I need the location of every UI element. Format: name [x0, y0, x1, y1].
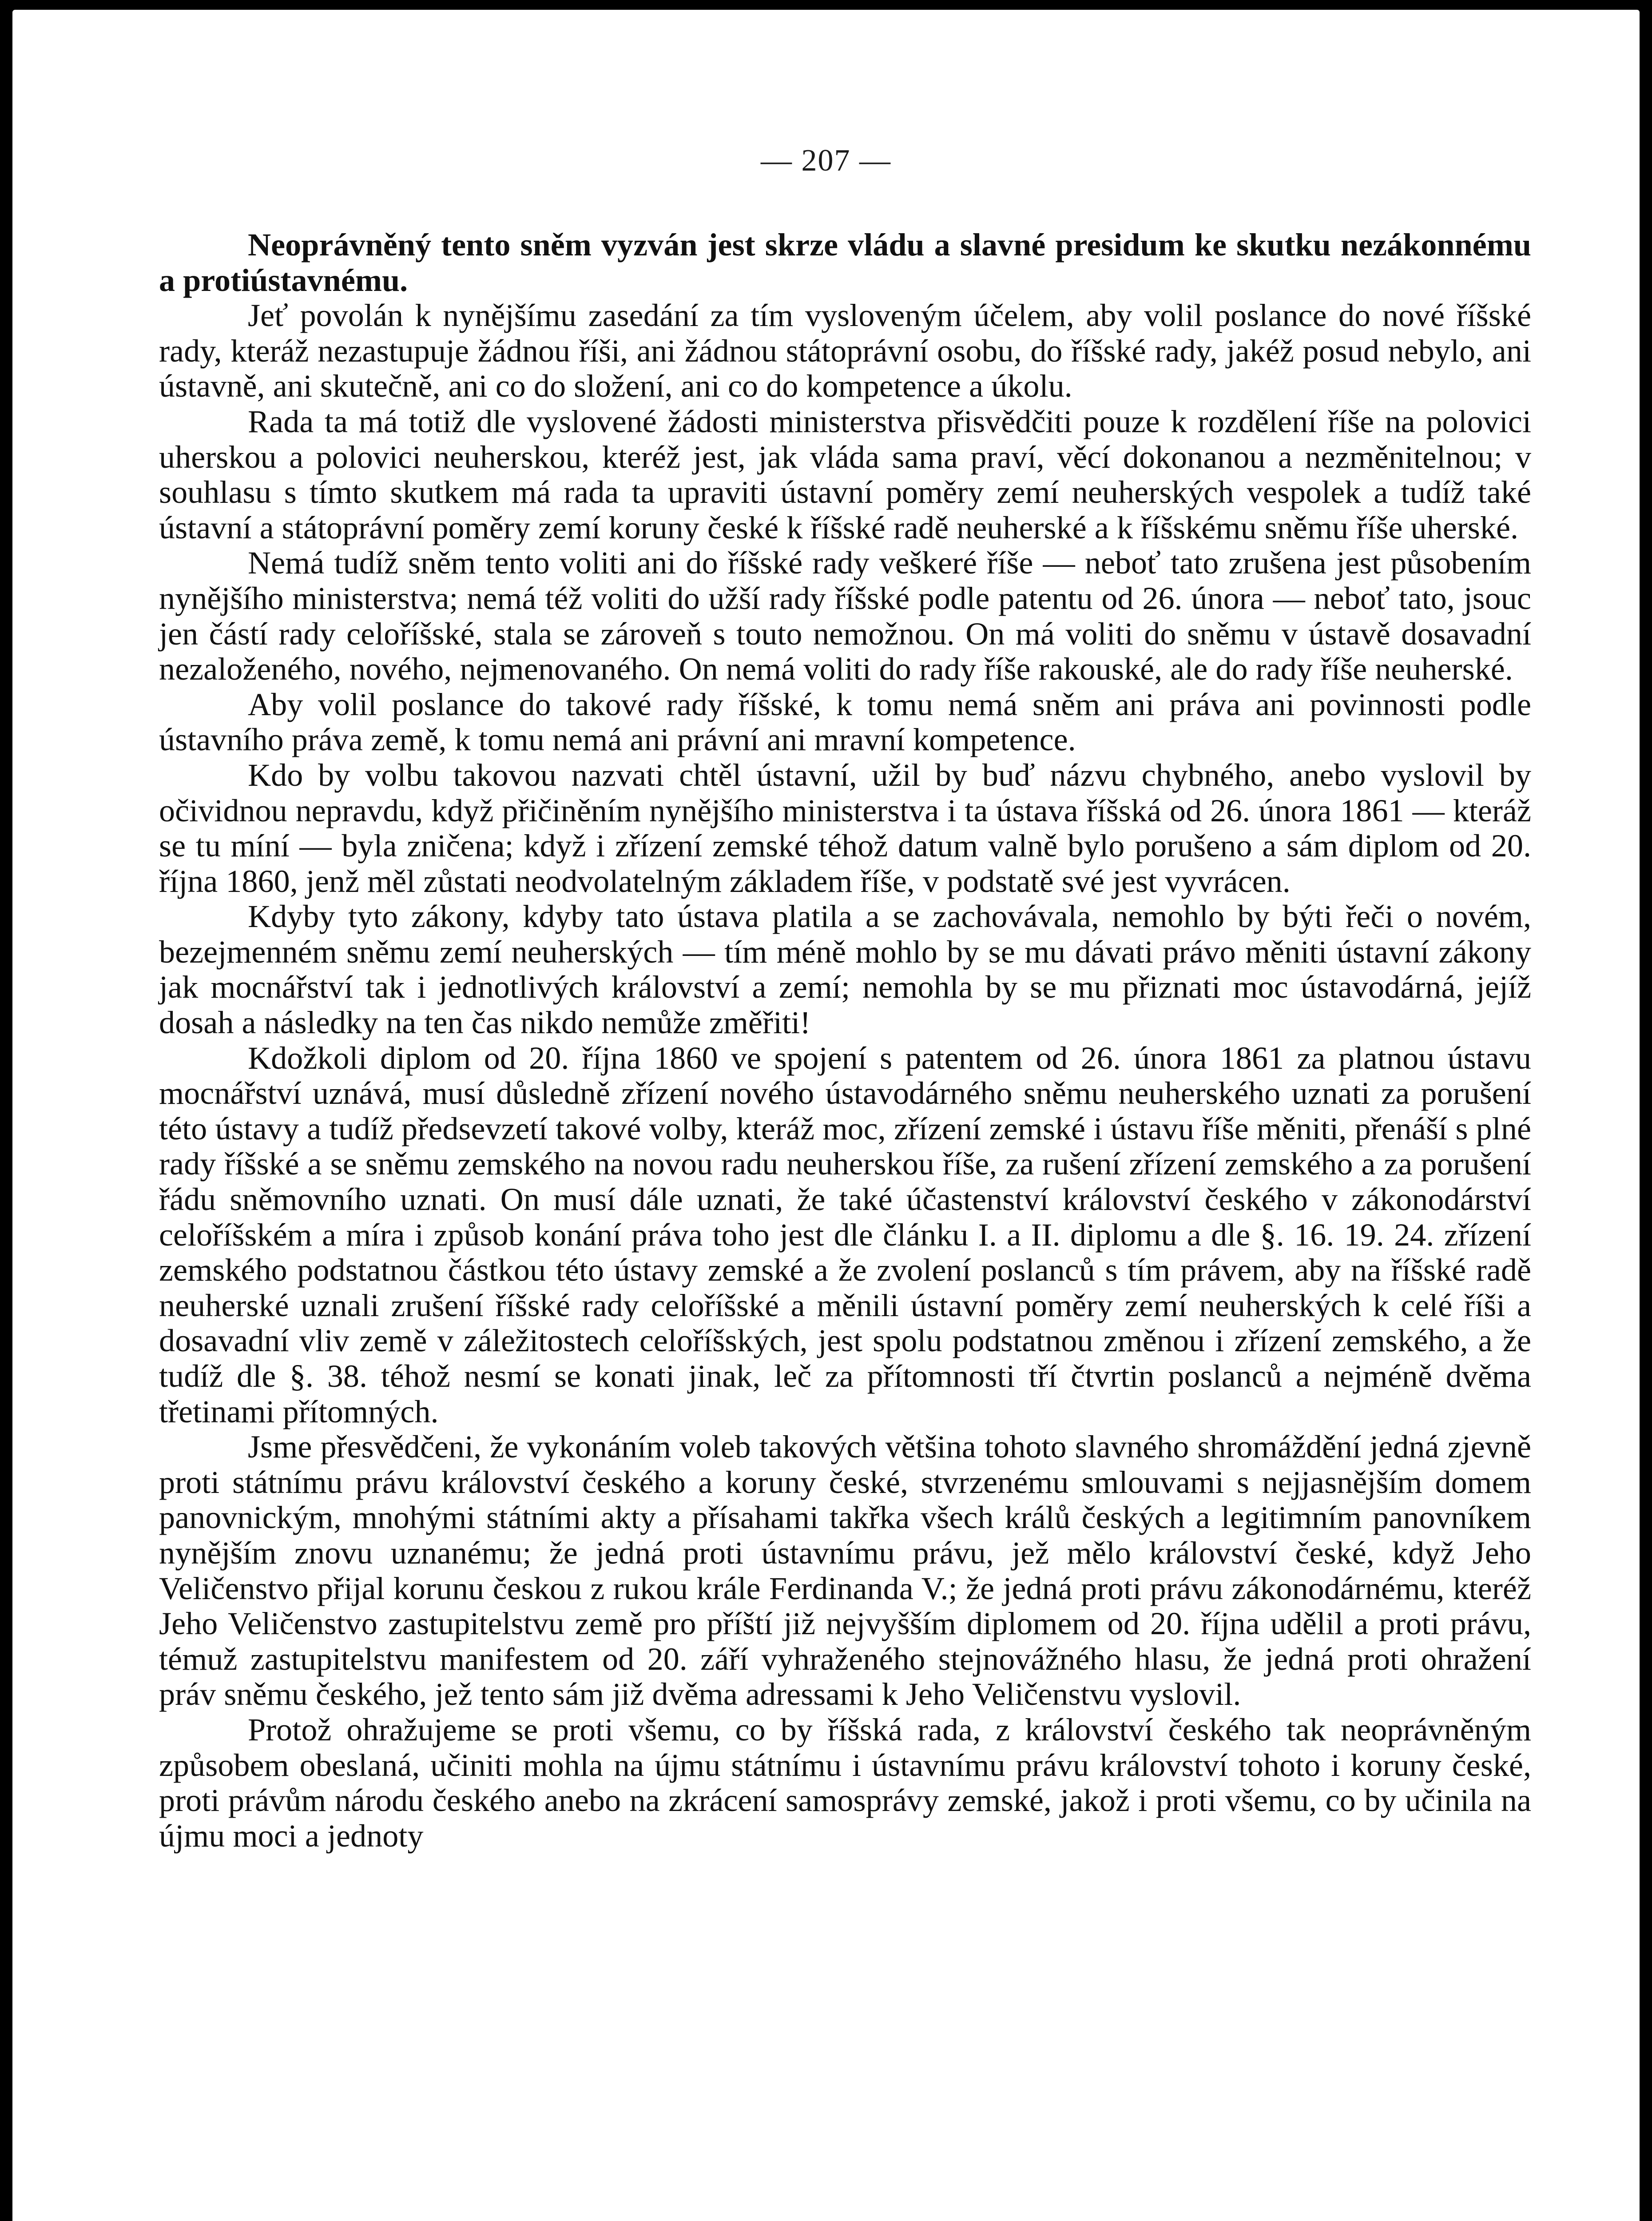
paragraph-2: Jeť povolán k nynějšímu zasedání za tím vysloveným účelem, aby volil poslance do nové říšské rady, kteráž nezastupuje žádnou říši, ani žádnou státoprávní osobu, do říšské rady, jakéž posud nebylo, ani ústavně, ani skutečně, ani co do složení, ani co do kompetence a úkolu. [159, 298, 1531, 404]
paragraph-4: Nemá tudíž sněm tento voliti ani do říšské rady veškeré říše — neboť tato zrušena jest působením nynějšího ministerstva; nemá též voliti do užší rady říšské podle patentu od 26. února — neboť tato, jsouc jen částí rady celoříšské, stala se zároveň s touto nemožnou. On má voliti do sněmu v ústavě dosavadní nezaloženého, nového, nejmenovaného. On nemá voliti do rady říše rakouské, ale do rady říše neuherské. [159, 545, 1531, 687]
page-sheet [12, 10, 1640, 2221]
paragraph-3: Rada ta má totiž dle vyslovené žádosti ministerstva přisvědčiti pouze k rozdělení říše na polovici uherskou a polovici neuherskou, kteréž jest, jak vláda sama praví, věcí dokonanou a nezměnitelnou; v souhlasu s tímto skutkem má rada ta upraviti ústavní poměry zemí neuherských vespolek a tudíž také ústavní a státoprávní poměry zemí koruny české k říšské radě neuherské a k říšskému sněmu říše uherské. [159, 403, 1531, 545]
paragraph-5: Aby volil poslance do takové rady říšské, k tomu nemá sněm ani práva ani povinnosti podle ústavního práva země, k tomu nemá ani právní ani mravní kompetence. [159, 686, 1531, 758]
paragraph-10: Protož ohražujeme se proti všemu, co by říšská rada, z království českého tak neoprávněným způsobem obeslaná, učiniti mohla na újmu státnímu i ústavnímu právu království tohoto i koruny české, proti právům národu českého anebo na zkrácení samosprávy zemské, jakož i proti všemu, co by učinila na újmu moci a jednoty [159, 1712, 1531, 1854]
paragraph-1: Neoprávněný tento sněm vyzván jest skrze vládu a slavné presidum ke skutku nezákonnému a protiústavnému. [159, 227, 1531, 298]
paragraph-9: Jsme přesvědčeni, že vykonáním voleb takových většina tohoto slavného shromáždění jedná zjevně proti státnímu právu království českého a koruny české, stvrzenému smlouvami s nejjasnějším domem panovnickým, mnohými státními akty a přísahami takřka všech králů českých a legitimním panovníkem nynějším znovu uznanému; že jedná proti ústavnímu právu, jež mělo království české, když Jeho Veličenstvo přijal korunu českou z rukou krále Ferdinanda V.; že jedná proti právu zákonodárnému, kteréž Jeho Veličenstvo zastupitelstvu země pro příští již nejvyšším diplomem od 20. října udělil a proti právu, témuž zastupitelstvu manifestem od 20. září vyhraženého stejnovážného hlasu, že jedná proti ohražení práv sněmu českého, jež tento sám již dvěma adressami k Jeho Veličenstvu vyslovil. [159, 1429, 1531, 1712]
paragraph-7: Kdyby tyto zákony, kdyby tato ústava platila a se zachovávala, nemohlo by býti řeči o novém, bezejmenném sněmu zemí neuherských — tím méně mohlo by se mu dávati právo měniti ústavní zákony jak mocnářství tak i jednotlivých království a zemí; nemohla by se mu přiznati moc ústavodárná, jejíž dosah a následky na ten čas nikdo nemůže změřiti! [159, 899, 1531, 1041]
paragraph-8: Kdožkoli diplom od 20. října 1860 ve spojení s patentem od 26. února 1861 za platnou ústavu mocnářství uznává, musí důsledně zřízení nového ústavodárného sněmu neuherského uznati za porušení této ústavy a tudíž předsevzetí takové volby, kteráž moc, zřízení zemské i ústavu říše měniti, přenáší s plné rady říšské a se sněmu zemského na novou radu neuherskou říše, za rušení zřízení zemského a za porušení řádu sněmovního uznati. On musí dále uznati, že také účastenství království českého v zákonodárství celoříšském a míra i způsob konání práva toho jest dle článku I. a II. diplomu a dle §. 16. 19. 24. zřízení zemského podstatnou částkou této ústavy zemské a že zvolení poslanců s tím právem, aby na říšské radě neuherské uznali zrušení říšské rady celoříšské a měnili ústavní poměry zemí neuherských k celé říši a dosavadní vliv země v záležitostech celoříšských, jest spolu podstatnou změnou i zřízení zemského, a že tudíž dle §. 38. téhož nesmí se konati jinak, leč za přítomnosti tří čtvrtin poslanců a nejméně dvěma třetinami přítomných. [159, 1040, 1531, 1429]
paragraph-6: Kdo by volbu takovou nazvati chtěl ústavní, užil by buď názvu chybného, anebo vyslovil by očividnou nepravdu, když přičiněním nynějšího ministerstva i ta ústava říšská od 26. února 1861 — kteráž se tu míní — byla zničena; když i zřízení zemské téhož datum valně bylo porušeno a sám diplom od 20. října 1860, jenž měl zůstati neodvolatelným základem říše, v podstatě své jest vyvrácen. [159, 757, 1531, 899]
document-body [159, 227, 1531, 1854]
page-number: — 207 — [761, 143, 891, 178]
